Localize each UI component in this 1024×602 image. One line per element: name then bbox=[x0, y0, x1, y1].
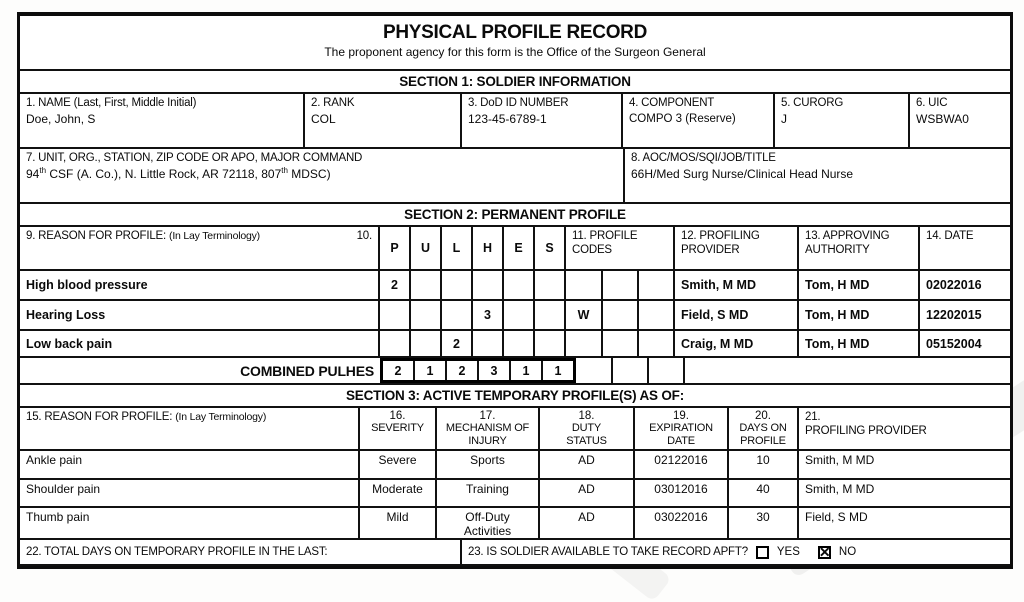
field-unit-label: 7. UNIT, ORG., STATION, ZIP CODE OR APO, MAJOR COMMAND bbox=[26, 152, 363, 164]
days-cell: 10 bbox=[729, 451, 799, 478]
mechanism-cell: Off-Duty Activities bbox=[437, 508, 540, 538]
table-row-temporary-2 bbox=[20, 480, 1010, 508]
soldier-info-row bbox=[20, 94, 1010, 149]
section2-header: SECTION 2: PERMANENT PROFILE bbox=[20, 204, 1010, 227]
duty-status-cell: AD bbox=[540, 508, 635, 538]
pulhes-p bbox=[380, 331, 411, 356]
pulhes-l bbox=[442, 271, 473, 299]
field-curorg-label: 5. CURORG bbox=[781, 97, 844, 109]
field-name bbox=[20, 94, 305, 147]
profile-code-1 bbox=[566, 331, 603, 356]
field-name-label: 1. NAME (Last, First, Middle Initial) bbox=[26, 97, 197, 109]
field-rank-label: 2. RANK bbox=[311, 97, 355, 109]
pulhes-l: 2 bbox=[442, 331, 473, 356]
combined-h: 3 bbox=[479, 361, 511, 380]
provider-cell: Smith, M MD bbox=[805, 482, 875, 496]
section1-header: SECTION 1: SOLDIER INFORMATION bbox=[20, 71, 1010, 94]
field-rank-value: COL bbox=[311, 112, 336, 126]
field-component-value: COMPO 3 (Reserve) bbox=[629, 113, 736, 125]
col-L: L bbox=[442, 227, 473, 269]
section3-header: SECTION 3: ACTIVE TEMPORARY PROFILE(S) AS OF: bbox=[20, 385, 1010, 408]
pulhes-s bbox=[535, 331, 566, 356]
field-curorg bbox=[775, 94, 910, 147]
col-reason-9 bbox=[20, 227, 380, 269]
duty-status-cell: AD bbox=[540, 480, 635, 506]
physical-profile-form bbox=[17, 12, 1013, 569]
severity-cell: Severe bbox=[360, 451, 437, 478]
field-dod-id-label: 3. DoD ID NUMBER bbox=[468, 97, 569, 109]
duty-status-cell: AD bbox=[540, 451, 635, 478]
expiration-cell: 02122016 bbox=[635, 451, 729, 478]
pulhes-u bbox=[411, 271, 442, 299]
apft-yes-checkbox[interactable] bbox=[756, 546, 769, 559]
profile-code-3 bbox=[639, 301, 675, 329]
col-date: 14. DATE bbox=[926, 230, 974, 242]
col-S: S bbox=[535, 227, 566, 269]
provider-cell: Field, S MD bbox=[675, 301, 799, 329]
pulhes-p: 2 bbox=[380, 271, 411, 299]
footer-row bbox=[20, 540, 1010, 566]
field-aoc-value: 66H/Med Surg Nurse/Clinical Head Nurse bbox=[631, 167, 854, 181]
combined-u: 1 bbox=[415, 361, 447, 380]
mechanism-cell: Sports bbox=[437, 451, 540, 478]
profile-code-2 bbox=[603, 331, 639, 356]
table-row-permanent-1 bbox=[20, 271, 1010, 301]
table-row-temporary-1 bbox=[20, 451, 1010, 480]
provider-cell: Smith, M MD bbox=[805, 453, 875, 467]
col-10-label: 10. bbox=[356, 230, 372, 242]
field-rank bbox=[305, 94, 462, 147]
profile-code-3 bbox=[639, 271, 675, 299]
pulhes-e bbox=[504, 301, 535, 329]
profile-code-3 bbox=[639, 331, 675, 356]
combined-pulhes-row bbox=[20, 358, 1010, 385]
pulhes-l bbox=[442, 301, 473, 329]
combined-e: 1 bbox=[511, 361, 543, 380]
combined-pulhes-box bbox=[380, 358, 576, 383]
provider-cell: Field, S MD bbox=[805, 510, 868, 524]
table-row-temporary-3 bbox=[20, 508, 1010, 540]
profile-code-1 bbox=[566, 271, 603, 299]
field-component bbox=[623, 94, 775, 147]
unit-row bbox=[20, 149, 1010, 204]
section2-column-header-row bbox=[20, 227, 1010, 271]
date-cell: 02022016 bbox=[926, 278, 982, 292]
days-cell: 30 bbox=[729, 508, 799, 538]
authority-cell: Tom, H MD bbox=[799, 301, 920, 329]
combined-s: 1 bbox=[554, 363, 562, 378]
question-23-label: 23. IS SOLDIER AVAILABLE TO TAKE RECORD APFT? bbox=[468, 546, 748, 558]
field-uic-label: 6. UIC bbox=[916, 97, 948, 109]
field-uic bbox=[910, 94, 1010, 147]
table-row-permanent-2 bbox=[20, 301, 1010, 331]
combined-code-2 bbox=[613, 358, 649, 383]
severity-cell: Mild bbox=[360, 508, 437, 538]
combined-p: 2 bbox=[383, 361, 415, 380]
col-E: E bbox=[504, 227, 535, 269]
combined-code-1 bbox=[576, 358, 613, 383]
col-P: P bbox=[380, 227, 411, 269]
pulhes-h bbox=[473, 331, 504, 356]
form-subtitle: The proponent agency for this form is the Office of the Surgeon General bbox=[324, 45, 706, 59]
pulhes-p bbox=[380, 301, 411, 329]
combined-l: 2 bbox=[447, 361, 479, 380]
col-mechanism: 17. MECHANISM OF INJURY bbox=[437, 408, 540, 449]
profile-code-2 bbox=[603, 301, 639, 329]
expiration-cell: 03012016 bbox=[635, 480, 729, 506]
provider-cell: Smith, M MD bbox=[675, 271, 799, 299]
reason-cell: Ankle pain bbox=[20, 451, 360, 478]
col-U: U bbox=[411, 227, 442, 269]
pulhes-s bbox=[535, 301, 566, 329]
pulhes-s bbox=[535, 271, 566, 299]
field-dod-id bbox=[462, 94, 623, 147]
field-curorg-value: J bbox=[781, 112, 787, 126]
field-dod-id-value: 123-45-6789-1 bbox=[468, 112, 547, 126]
field-unit-value: 94th CSF (A. Co.), N. Little Rock, AR 72118, 807th MDSC) bbox=[26, 166, 331, 181]
col-H: H bbox=[473, 227, 504, 269]
apft-no-checkbox[interactable] bbox=[818, 546, 831, 559]
pulhes-h bbox=[473, 271, 504, 299]
col-expiration: 19. EXPIRATION DATE bbox=[635, 408, 729, 449]
apft-yes-label: YES bbox=[776, 546, 800, 558]
date-cell: 12202015 bbox=[926, 308, 982, 322]
reason-cell: Thumb pain bbox=[20, 508, 360, 538]
apft-no-label: NO bbox=[838, 546, 857, 558]
field-aoc bbox=[625, 149, 1010, 202]
field-aoc-label: 8. AOC/MOS/SQI/JOB/TITLE bbox=[631, 152, 776, 164]
severity-cell: Moderate bbox=[360, 480, 437, 506]
field-component-label: 4. COMPONENT bbox=[629, 97, 715, 109]
authority-cell: Tom, H MD bbox=[799, 271, 920, 299]
pulhes-e bbox=[504, 271, 535, 299]
col-approving-authority: 13. APPROVING AUTHORITY bbox=[799, 227, 920, 269]
col-severity: 16. SEVERITY bbox=[360, 408, 437, 449]
combined-empty bbox=[685, 358, 1010, 383]
question-22: 22. TOTAL DAYS ON TEMPORARY PROFILE IN THE LAST: bbox=[20, 540, 462, 564]
authority-cell: Tom, H MD bbox=[799, 331, 920, 356]
col-profiling-provider: 12. PROFILING PROVIDER bbox=[675, 227, 799, 269]
reason-cell: Low back pain bbox=[20, 331, 380, 356]
col-reason-9-label: 9. REASON FOR PROFILE: (In Lay Terminology) bbox=[26, 230, 260, 242]
pulhes-u bbox=[411, 331, 442, 356]
field-uic-value: WSBWA0 bbox=[916, 112, 969, 126]
field-unit bbox=[20, 149, 625, 202]
col-reason-15: 15. REASON FOR PROFILE: (In Lay Terminology) bbox=[20, 408, 360, 449]
col-duty-status: 18. DUTY STATUS bbox=[540, 408, 635, 449]
profile-code-2 bbox=[603, 271, 639, 299]
reason-cell: Shoulder pain bbox=[20, 480, 360, 506]
mechanism-cell: Training bbox=[437, 480, 540, 506]
question-23 bbox=[462, 540, 1010, 564]
combined-code-3 bbox=[649, 358, 685, 383]
profile-code-1: W bbox=[566, 301, 603, 329]
pulhes-h: 3 bbox=[473, 301, 504, 329]
section3-column-header-row bbox=[20, 408, 1010, 451]
col-days-on-profile: 20. DAYS ON PROFILE bbox=[729, 408, 799, 449]
date-cell: 05152004 bbox=[926, 336, 982, 351]
reason-cell: Hearing Loss bbox=[20, 301, 380, 329]
provider-cell: Craig, M MD bbox=[675, 331, 799, 356]
col-profile-codes: 11. PROFILE CODES bbox=[566, 227, 675, 269]
form-header bbox=[20, 16, 1010, 71]
reason-cell: High blood pressure bbox=[20, 271, 380, 299]
days-cell: 40 bbox=[729, 480, 799, 506]
field-name-value: Doe, John, S bbox=[26, 112, 96, 126]
expiration-cell: 03022016 bbox=[635, 508, 729, 538]
combined-pulhes-label: COMBINED PULHES bbox=[240, 362, 374, 379]
pulhes-u bbox=[411, 301, 442, 329]
table-row-permanent-3 bbox=[20, 331, 1010, 358]
pulhes-e bbox=[504, 331, 535, 356]
form-title: PHYSICAL PROFILE RECORD bbox=[382, 22, 648, 43]
col-profiling-provider-21: 21. PROFILING PROVIDER bbox=[805, 411, 927, 437]
